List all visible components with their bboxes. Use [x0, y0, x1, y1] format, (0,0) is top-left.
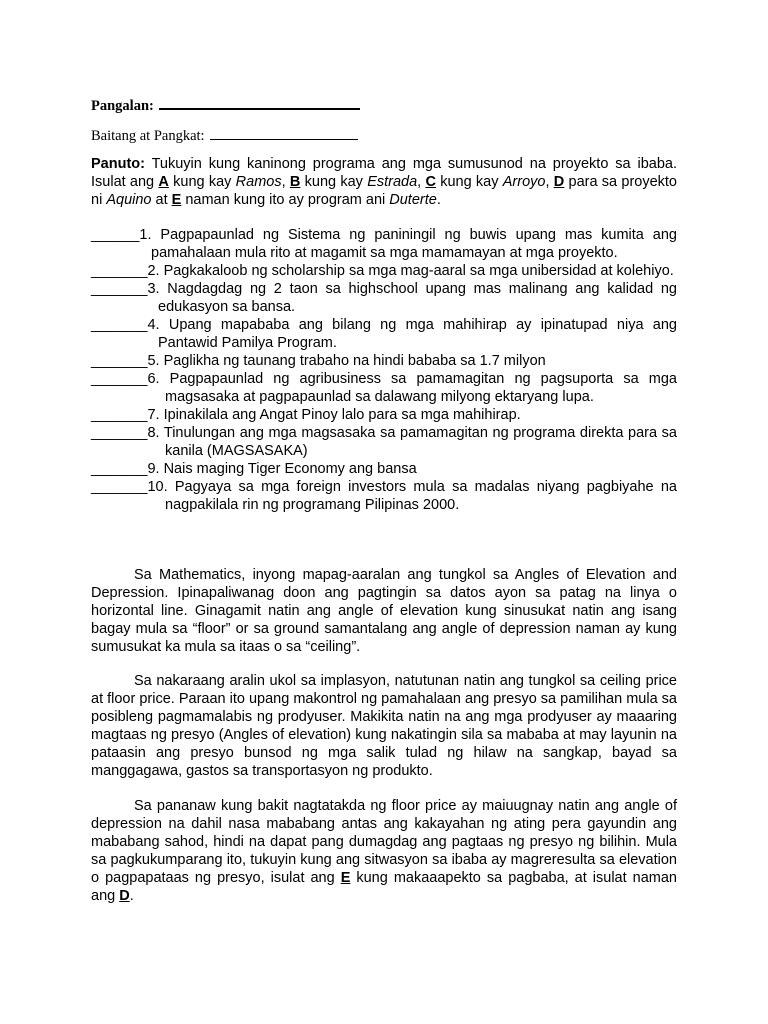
answer-blank[interactable]: _______ — [91, 371, 148, 387]
question-item — [91, 478, 677, 514]
directions-text: naman kung ito ay program ani — [181, 192, 390, 208]
paragraph-inflation: Sa nakaraang aralin ukol sa implasyon, natutunan natin ang tungkol sa ceiling price at floor price. Paraan ito upang makontrol ng pamahalaan ang presyo sa pamilihan mula sa posibleng pagmamalabis ng prodyuser. Makikita natin na ang mga prodyuser ay maaaring magtaas ng presyo (Angles of elevation) kung nakatingin sila sa mababa at may layunin na pataasin ang presyo bunsod ng mga salik tulad ng hilaw na sangkap, bayad sa manggagawa, gastos sa transportasyon ng produkto. — [91, 673, 677, 779]
paragraph-text: Sa pananaw kung bakit nagtatakda ng floor price ay maiuugnay natin ang angle of depression na dahil nasa mababang antas ang kakayahan ng ating pera gayundin ang mababang sahod, hindi na dapat pang dumagdag ang pagtaas ng presyo ng bilihin. Mula sa pagkukumparang ito, tukuyin kung ang sitwasyon sa ibaba ay magreresulta sa elevation o pagpapataas ng presyo, isulat ang — [91, 798, 677, 886]
grade-section-line — [91, 125, 358, 145]
answer-blank[interactable]: _______ — [91, 479, 148, 495]
answer-blank[interactable]: _______ — [91, 263, 148, 279]
question-item — [91, 316, 677, 352]
question-text: 3. Nagdagdag ng 2 taon sa highschool upang mas malinang ang kalidad ng edukasyon sa bansa. — [147, 281, 677, 315]
directions-text: at — [151, 192, 172, 208]
paragraph-floor-price — [91, 797, 677, 905]
letter-d: D — [119, 888, 130, 904]
question-text: 4. Upang mapababa ang bilang ng mga mahihirap ay ipinatupad niya ang Pantawid Pamilya Program. — [147, 317, 677, 351]
question-text: 1. Pagpapaunlad ng Sistema ng paniningil ng buwis upang mas kumita ang pamahalaan mula rito at magamit sa mga mamamayan at mga proyekto. — [139, 227, 677, 261]
letter-d: D — [553, 174, 565, 190]
name-duterte: Duterte — [389, 192, 437, 208]
question-text: 6. Pagpapaunlad ng agribusiness sa pamamagitan ng pagsuporta sa mga magsasaka at pagpapaunlad sa dalawang milyong ektaryang lupa. — [147, 371, 677, 405]
letter-b: B — [289, 174, 301, 190]
grade-section-blank — [210, 125, 358, 140]
answer-blank[interactable]: _______ — [91, 353, 148, 369]
directions — [91, 155, 677, 209]
question-item — [91, 370, 677, 406]
question-text: 5. Paglikha ng taunang trabaho na hindi bababa sa 1.7 milyon — [147, 353, 546, 369]
directions-text: Tukuyin kung kaninong programa ang mga sumusunod na proyekto sa ibaba. Isulat ang — [91, 156, 677, 190]
name-arroyo: Arroyo — [502, 174, 546, 190]
answer-blank[interactable]: _______ — [91, 407, 148, 423]
answer-blank[interactable]: _______ — [91, 425, 148, 441]
letter-e: E — [171, 192, 182, 208]
paragraph-text: kung makaaapekto sa pagbaba, at isulat naman ang — [91, 870, 677, 904]
question-item — [91, 424, 677, 460]
letter-a: A — [158, 174, 169, 190]
question-text: 9. Nais maging Tiger Economy ang bansa — [147, 461, 417, 477]
directions-text: para sa proyekto ni — [91, 174, 677, 208]
directions-text: , — [417, 174, 426, 190]
letter-c: C — [425, 174, 436, 190]
directions-lead: Panuto: — [91, 156, 145, 172]
name-line — [91, 94, 360, 115]
question-text: 7. Ipinakilala ang Angat Pinoy lalo para sa mga mahihirap. — [147, 407, 521, 423]
directions-text: , — [545, 174, 554, 190]
directions-text: , — [281, 174, 290, 190]
answer-blank[interactable]: _______ — [91, 281, 148, 297]
directions-text: kung kay — [300, 174, 368, 190]
paragraph-mathematics: Sa Mathematics, inyong mapag-aaralan ang tungkol sa Angles of Elevation and Depression. Ipinapaliwanag doon ang pagtingin sa datos ayon sa patag na linya o horizontal line. Ginagamit natin ang angle of elevation kung sinusukat natin ang isang bagay mula sa “floor” or sa ground samantalang ang angle of depression naman ay kung sumusukat ka mula sa itaas o sa “ceiling”. — [91, 567, 677, 655]
question-item — [91, 406, 677, 424]
question-item — [91, 226, 677, 262]
answer-blank[interactable]: _______ — [91, 317, 148, 333]
question-text: 2. Pagkakaloob ng scholarship sa mga mag-aaral sa mga unibersidad at kolehiyo. — [147, 263, 674, 279]
name-blank — [159, 94, 360, 110]
grade-section-label: Baitang at Pangkat: — [91, 128, 205, 144]
answer-blank[interactable]: ______ — [91, 227, 140, 243]
directions-text: kung kay — [168, 174, 236, 190]
directions-text: kung kay — [435, 174, 503, 190]
directions-text: . — [436, 192, 441, 208]
name-label: Pangalan: — [91, 98, 154, 114]
question-text: 10. Pagyaya sa mga foreign investors mula sa madalas niyang pagbiyahe na nagpakilala rin ng programang Pilipinas 2000. — [147, 479, 677, 513]
question-item — [91, 352, 677, 370]
answer-blank[interactable]: _______ — [91, 461, 148, 477]
paragraph-text: . — [129, 888, 134, 904]
question-list — [91, 226, 677, 514]
name-estrada: Estrada — [367, 174, 418, 190]
name-ramos: Ramos — [235, 174, 282, 190]
question-item — [91, 280, 677, 316]
letter-e: E — [340, 870, 351, 886]
question-text: 8. Tinulungan ang mga magsasaka sa pamamagitan ng programa direkta para sa kanila (MAGSASAKA) — [147, 425, 677, 459]
question-item — [91, 262, 677, 280]
name-aquino: Aquino — [106, 192, 152, 208]
question-item — [91, 460, 677, 478]
